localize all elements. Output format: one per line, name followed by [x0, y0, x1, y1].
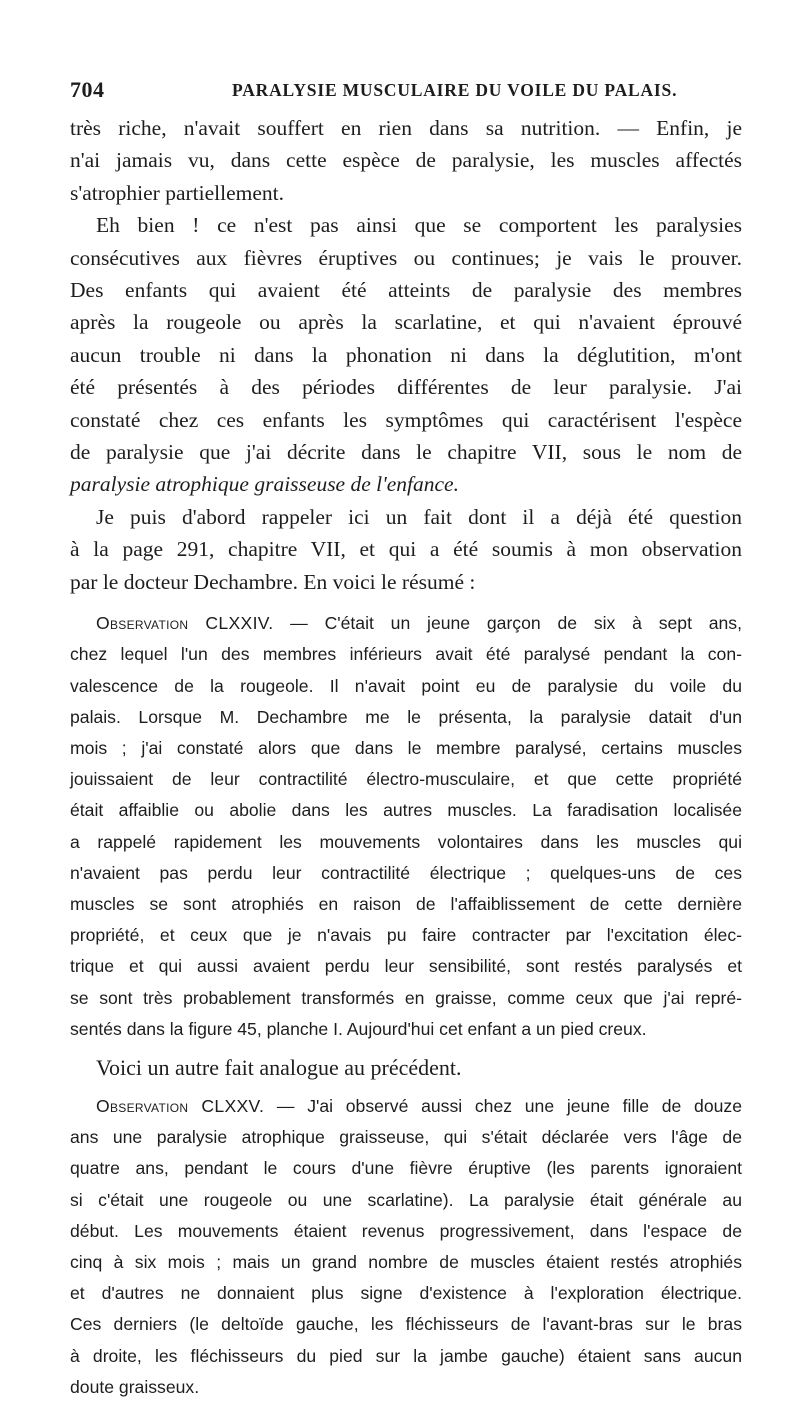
paragraph-dechambre	[70, 501, 742, 598]
text-line: sentés dans la figure 45, planche I. Aujourd'hui cet enfant a un pied creux.	[70, 1018, 647, 1039]
text-line: Eh bien ! ce n'est pas ainsi que se comportent les paralysies	[96, 213, 742, 238]
text-line: début. Les mouvements étaient revenus progressivement, dans l'espace de	[70, 1220, 742, 1241]
text-line: été présentés à des périodes différentes de leur paralysie. J'ai	[70, 375, 742, 400]
text-line: palais. Lorsque M. Dechambre me le présenta, la paralysie datait d'un	[70, 706, 742, 727]
running-title: PARALYSIE MUSCULAIRE DU VOILE DU PALAIS.	[232, 80, 678, 100]
observation-label: Observation CLXXV.	[96, 1095, 265, 1116]
italic-term: paralysie atrophique graisseuse de l'enfance.	[70, 472, 459, 497]
paragraph-continuation	[70, 112, 742, 209]
text-line: de paralysie que j'ai décrite dans le chapitre VII, sous le nom de	[70, 440, 742, 465]
text-line: aucun trouble ni dans la phonation ni dans la déglutition, m'ont	[70, 342, 742, 367]
paragraph-eh-bien	[70, 209, 742, 501]
text-line: trique et qui aussi avaient perdu leur sensibilité, sont restés paralysés et	[70, 956, 742, 977]
text-line: s'atrophier partiellement.	[70, 180, 285, 205]
text-line: mois ; j'ai constaté alors que dans le membre paralysé, certains muscles	[70, 737, 742, 758]
text-line: n'ai jamais vu, dans cette espèce de paralysie, les muscles affectés	[70, 148, 742, 173]
text-line: par le docteur Dechambre. En voici le résumé :	[70, 569, 476, 594]
observation-first-line	[70, 608, 742, 639]
text-line: Des enfants qui avaient été atteints de paralysie des membres	[70, 278, 742, 303]
text-line: n'avaient pas perdu leur contractilité électrique ; quelques-uns de ces	[70, 862, 742, 883]
text-line: quatre ans, pendant le cours d'une fièvre éruptive (les parents ignoraient	[70, 1158, 742, 1179]
italic-term-line	[70, 468, 742, 500]
text-line: jouissaient de leur contractilité électro-musculaire, et que cette propriété	[70, 769, 742, 790]
observation-label: Observation CLXXIV.	[96, 613, 274, 634]
text-line: muscles se sont atrophiés en raison de l'affaiblissement de cette dernière	[70, 893, 742, 914]
observation-first-text: — C'était un jeune garçon de six à sept ans,	[273, 613, 742, 634]
text-line: valescence de la rougeole. Il n'avait point eu de paralysie du voile du	[70, 675, 742, 696]
text-line: très riche, n'avait souffert en rien dans sa nutrition. — Enfin, je	[70, 116, 742, 140]
text-line: Je puis d'abord rappeler ici un fait dont il a déjà été question	[96, 504, 742, 529]
text-line: doute graisseux.	[70, 1376, 200, 1397]
text-line: après la rougeole ou après la scarlatine, et qui n'avaient éprouvé	[70, 310, 742, 335]
section-heading: Voici un autre fait analogue au précédent.	[96, 1054, 462, 1080]
text-line: chez lequel l'un des membres inférieurs avait été paralysé pendant la con-	[70, 644, 742, 665]
text-line: constaté chez ces enfants les symptômes qui caractérisent l'espèce	[70, 407, 742, 432]
text-line: propriété, et ceux que je n'avais pu faire contracter par l'excitation élec-	[70, 925, 742, 946]
observation-first-line	[70, 1091, 742, 1122]
text-line: cinq à six mois ; mais un grand nombre de muscles étaient restés atrophiés	[70, 1251, 742, 1272]
text-line: si c'était une rougeole ou une scarlatine). La paralysie était générale au	[70, 1189, 742, 1210]
observation-first-text: — J'ai observé aussi chez une jeune fille de douze	[264, 1095, 742, 1116]
text-line: à droite, les fléchisseurs du pied sur la jambe gauche) étaient sans aucun	[70, 1345, 742, 1366]
text-line: Ces derniers (le deltoïde gauche, les fléchisseurs de l'avant-bras sur le bras	[70, 1314, 742, 1335]
text-line: se sont très probablement transformés en graisse, comme ceux que j'ai repré-	[70, 987, 742, 1008]
text-line: était affaiblie ou abolie dans les autres muscles. La faradisation localisée	[70, 800, 742, 821]
page-header	[70, 77, 740, 111]
text-line: consécutives aux fièvres éruptives ou continues; je vais le prouver.	[70, 245, 742, 270]
body-text	[70, 112, 742, 1403]
text-line: et d'autres ne donnaient plus signe d'existence à l'exploration électrique.	[70, 1283, 742, 1304]
observation-clxxiv	[70, 608, 742, 1045]
page-number: 704	[70, 77, 105, 102]
text-line: ans une paralysie atrophique graisseuse, qui s'était déclarée vers l'âge de	[70, 1127, 742, 1148]
text-line: a rappelé rapidement les mouvements volontaires dans les muscles qui	[70, 831, 742, 852]
text-line: à la page 291, chapitre VII, et qui a été soumis à mon observation	[70, 537, 742, 562]
observation-clxxv	[70, 1091, 742, 1403]
